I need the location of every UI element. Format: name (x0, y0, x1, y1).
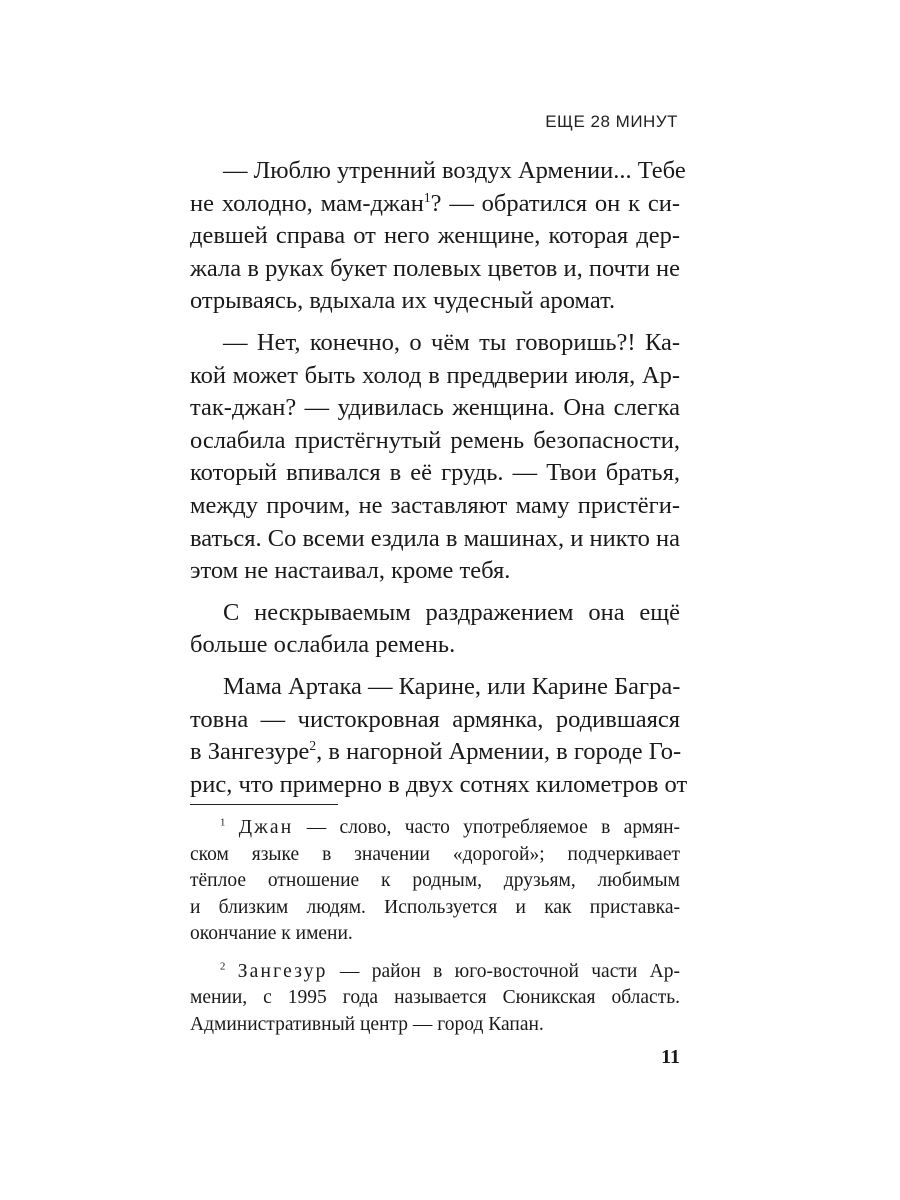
page-number: 11 (661, 1046, 680, 1068)
footnote-1 (190, 815, 680, 948)
text-line (190, 736, 680, 769)
text-line: Мама Артака — Карине, или Карине Багра- (223, 672, 681, 700)
footnote-2 (190, 959, 680, 1039)
main-text (190, 155, 688, 801)
text-line: отрываясь, вдыхала их чудесный аромат. (190, 287, 616, 315)
footnotes (190, 815, 680, 1038)
running-head: ЕЩЕ 28 МИНУТ (545, 112, 678, 131)
footnote-line: и близким людям. Используется и как приставка- (190, 896, 680, 918)
footnote-line (190, 959, 680, 986)
text-line: так-джан? — удивилась женщина. Она слегка (190, 394, 680, 422)
footnote-line: тёплое отношение к родным, друзьям, любимым (190, 870, 680, 891)
text-segment: не холодно, мам-джан (190, 189, 424, 217)
footnote-line (190, 815, 680, 842)
text-segment: — район в юго-восточной части Ар- (327, 960, 680, 982)
footnote-term: Зангезур (237, 960, 328, 982)
text-line: рис, что примерно в двух сотнях километров от (190, 770, 688, 798)
footnote-ref[interactable]: 2 (309, 737, 317, 753)
text-line (190, 188, 680, 221)
footnote-mark: 2 (220, 960, 226, 972)
footnote-ref[interactable]: 1 (423, 189, 431, 205)
text-line: этом не настаивал, кроме тебя. (190, 557, 511, 585)
text-line: больше ослабила ремень. (190, 631, 456, 659)
text-segment: , в нагорной Армении, в городе Го- (316, 738, 682, 766)
text-line: ваться. Со всеми ездила в машинах, и никто на (190, 524, 681, 552)
text-line: кой может быть холод в преддверии июля, Ар- (190, 361, 680, 389)
text-line: С нескрываемым раздражением она ещё (223, 598, 680, 626)
footnote-line: Административный центр — город Капан. (190, 1013, 544, 1035)
footnote-divider (190, 804, 338, 805)
footnote-term: Джан (238, 817, 294, 838)
footnote-line: окончание к имени. (190, 923, 353, 944)
text-line: жала в руках букет полевых цветов и, почти не (190, 254, 680, 282)
text-line: между прочим, не заставляют маму пристёги- (190, 491, 680, 519)
footnote-line: мении, с 1995 года называется Сюникская область. (190, 987, 680, 1008)
footnote-line: ском языке в значении «дорогой»; подчеркивает (190, 843, 680, 865)
text-line: — Люблю утренний воздух Армении... Тебе (223, 157, 686, 184)
text-segment: в Зангезуре (190, 738, 310, 766)
text-line: товна — чистокровная армянка, родившаяся (190, 705, 680, 733)
text-segment: — слово, часто употребляемое в армян- (293, 817, 681, 838)
text-line: который впивался в её грудь. — Твои братья, (190, 459, 680, 487)
text-line: ослабила пристёгнутый ремень безопасности, (190, 426, 680, 454)
text-line: девшей справа от него женщине, которая дер- (190, 222, 680, 250)
footnote-mark: 1 (220, 816, 226, 829)
text-segment: ? — обратился он к си- (430, 189, 680, 217)
text-line: — Нет, конечно, о чём ты говоришь?! Ка- (223, 328, 680, 356)
